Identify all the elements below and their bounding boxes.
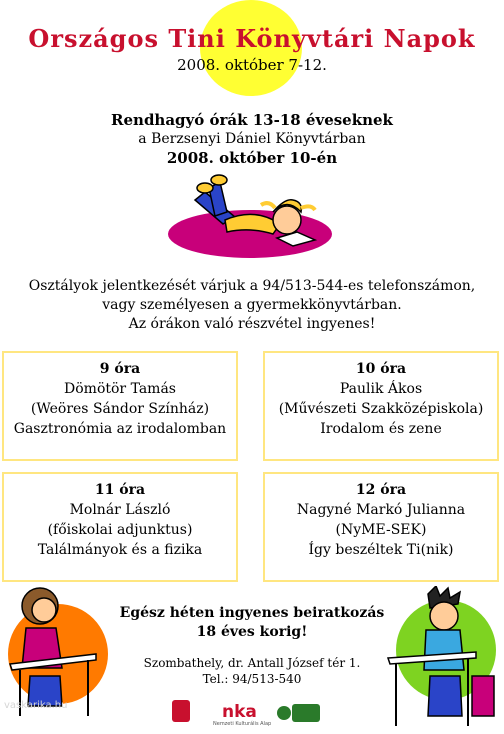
registration-line: Egész héten ingyenes beiratkozás: [119, 605, 385, 621]
session-speaker: Nagyné Markó Julianna: [296, 502, 466, 518]
session-box-9: [2, 351, 238, 461]
session-topic: Gasztronómia az irodalomban: [13, 421, 227, 437]
nka-logo-subtitle: Nemzeti Kulturális Alap: [213, 721, 272, 727]
session-time: 10 óra: [355, 361, 407, 377]
session-box-11: [2, 472, 238, 582]
nka-logo: nka: [222, 702, 257, 722]
intro-block: [0, 111, 504, 168]
event-dates: 2008. október 7-12.: [177, 56, 327, 74]
session-topic: Találmányok és a fizika: [37, 542, 203, 558]
contact-block: [110, 655, 394, 687]
free-registration-note: [110, 604, 394, 642]
boy-at-desk-illustration: [384, 586, 502, 732]
session-time: 11 óra: [94, 482, 146, 498]
radio-logo: [276, 700, 320, 726]
page-title: Országos Tini Könyvtári Napok: [28, 24, 476, 53]
session-speaker: Molnár László: [69, 502, 171, 518]
age-limit-line: 18 éves korig!: [196, 624, 308, 640]
session-topic: Irodalom és zene: [320, 421, 442, 437]
library-logo: [172, 700, 190, 722]
phone: Tel.: 94/513-540: [202, 672, 302, 686]
intro-location: a Berzsenyi Dániel Könyvtárban: [138, 131, 366, 147]
watermark: vaskarika.hu: [4, 700, 68, 711]
session-affiliation: (főiskolai adjunktus): [47, 522, 193, 538]
info-free-line: Az órákon való részvétel ingyenes!: [128, 316, 376, 332]
session-speaker: Paulik Ákos: [339, 381, 423, 397]
intro-heading: Rendhagyó órák 13-18 éveseknek: [111, 111, 393, 129]
session-box-10: [263, 351, 499, 461]
address: Szombathely, dr. Antall József tér 1.: [143, 656, 361, 670]
session-affiliation: (Művészeti Szakközépiskola): [278, 401, 484, 417]
session-time: 9 óra: [99, 361, 141, 377]
info-phone-line: Osztályok jelentkezését várjuk a 94/513-544-es telefonszámon,: [28, 278, 476, 294]
session-topic: Így beszéltek Ti(nik): [308, 542, 454, 558]
intro-date: 2008. október 10-én: [166, 149, 338, 167]
registration-info: [0, 277, 504, 334]
session-box-12: [263, 472, 499, 582]
session-time: 12 óra: [355, 482, 407, 498]
reading-girl-illustration: [165, 172, 335, 262]
session-speaker: Dömötör Tamás: [64, 381, 176, 397]
info-personal-line: vagy személyesen a gyermekkönyvtárban.: [102, 297, 402, 313]
session-affiliation: (NyME-SEK): [335, 522, 427, 538]
session-affiliation: (Weöres Sándor Színház): [30, 401, 210, 417]
